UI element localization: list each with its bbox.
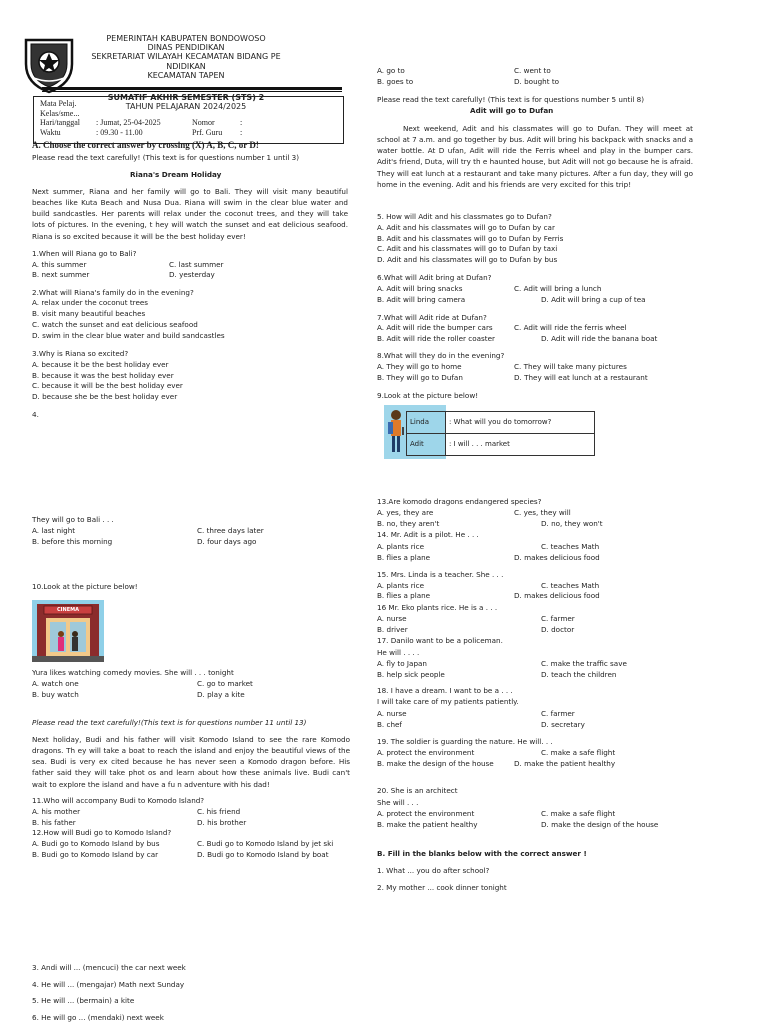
option-d: D. Adit and his classmates will go to Dufan by bus xyxy=(377,255,558,264)
question-12: 12.How will Budi go to Komodo Island? xyxy=(32,828,172,837)
option-c: C. farmer xyxy=(541,709,575,718)
table-row xyxy=(38,118,244,128)
info-value xyxy=(94,99,190,109)
info-label: Waktu xyxy=(40,127,61,137)
option-c: C. make a safe flight xyxy=(541,748,616,757)
question-4: 4. xyxy=(32,410,39,419)
info-value: : 09.30 - 11.00 xyxy=(96,127,143,137)
question-7: 7.What will Adit ride at Dufan? xyxy=(377,313,487,322)
option-b: B. goes to xyxy=(377,77,414,86)
option-a: A. plants rice xyxy=(377,542,425,551)
question-10-stem: Yura likes watching comedy movies. She will . . . tonight xyxy=(32,668,234,677)
question-14: 14. Mr. Adit is a pilot. He . . . xyxy=(377,530,479,539)
question-17-stem: He will . . . . xyxy=(377,648,420,657)
cinema-sign: CINEMA xyxy=(57,607,79,613)
option-b: B. because it was the best holiday ever xyxy=(32,371,174,380)
exam-info-table xyxy=(38,99,244,137)
letterhead-dept: DINAS PENDIDIKAN xyxy=(147,43,225,53)
option-c: C. Adit will bring a lunch xyxy=(514,284,602,293)
option-a: A. Adit will bring snacks xyxy=(377,284,463,293)
option-a: A. nurse xyxy=(377,614,407,623)
option-c: C. his friend xyxy=(197,807,241,816)
question-4-stem: They will go to Bali . . . xyxy=(32,515,114,524)
question-16: 16 Mr. Eko plants rice. He is a . . . xyxy=(377,603,498,612)
option-a: A. Budi go to Komodo Island by bus xyxy=(32,839,160,848)
option-d: D. makes delicious food xyxy=(514,591,600,600)
option-b: B. They will go to Dufan xyxy=(377,373,463,382)
question-6: 6.What will Adit bring at Dufan? xyxy=(377,273,492,282)
dialogue-line: : I will . . . market xyxy=(446,434,595,456)
option-a: A. watch one xyxy=(32,679,79,688)
option-c: C. last summer xyxy=(169,260,224,269)
option-c: C. went to xyxy=(514,66,551,75)
letterhead-office: SEKRETARIAT WILAYAH KECAMATAN BIDANG PE xyxy=(91,52,281,62)
option-b: B. buy watch xyxy=(32,690,79,699)
option-d: D. play a kite xyxy=(197,690,245,699)
section-a-heading: A. Choose the correct answer by crossing (X) A, B, C, or D! xyxy=(32,140,259,150)
option-d: D. teach the children xyxy=(541,670,617,679)
letterhead xyxy=(82,34,290,80)
option-a: A. fly to Japan xyxy=(377,659,427,668)
option-a: A. protect the environment xyxy=(377,748,475,757)
option-b: B. flies a plane xyxy=(377,591,431,600)
story-1-title: Riana's Dream Holiday xyxy=(130,170,222,179)
option-c: C. make a safe flight xyxy=(541,809,616,818)
option-d: D. doctor xyxy=(541,625,575,634)
letterhead-gov: PEMERINTAH KABUPATEN BONDOWOSO xyxy=(106,34,266,43)
info-label: Nomor xyxy=(192,118,215,128)
cinema-illustration xyxy=(32,600,104,662)
option-a: A. his mother xyxy=(32,807,81,816)
option-b: B. flies a plane xyxy=(377,553,431,562)
option-b: B. Adit and his classmates will go to Dufan by Ferris xyxy=(377,234,564,243)
exam-info-box xyxy=(33,96,344,144)
option-c: C. yes, they will xyxy=(514,508,571,517)
question-17: 17. Danilo want to be a policeman. xyxy=(377,636,503,645)
question-1: 1.When will Riana go to Bali? xyxy=(32,249,137,258)
option-b: B. his father xyxy=(32,818,76,827)
letterhead-office-2: NDIDIKAN xyxy=(166,61,206,71)
option-b: B. driver xyxy=(377,625,408,634)
question-18: 18. I have a dream. I want to be a . . . xyxy=(377,686,513,695)
question-11: 11.Who will accompany Budi to Komodo Island? xyxy=(32,796,205,805)
info-value: : xyxy=(240,118,243,128)
dialogue-table xyxy=(406,411,595,456)
option-d: D. swim in the clear blue water and build sandcastles xyxy=(32,331,225,340)
option-a: A. plants rice xyxy=(377,581,425,590)
instruction-3: Please read the text carefully!(This text is for questions number 11 until 13) xyxy=(32,718,307,727)
fill-item-4: 4. He will ... (mengajar) Math next Sunday xyxy=(32,980,185,989)
fill-item-6: 6. He will go ... (mendaki) next week xyxy=(32,1013,164,1022)
info-value xyxy=(94,109,190,119)
info-label: Kelas/sme... xyxy=(40,108,80,118)
option-d: D. because she be the best holiday ever xyxy=(32,392,178,401)
option-a: A. go to xyxy=(377,66,405,75)
story-1-text: Next summer, Riana and her family will go to Bali. They will visit many beautiful beaches like Kuta Beach and Nusa Dua. Riana will swim in the clear blue water and build sandcastles. Her parents will relax under the coconut trees, and they will take lots of pictures. In the evening, t hey will watch the sunset and eat delicious seafood. Riana is so excited because it will be the best holiday ever! xyxy=(32,187,348,241)
info-label xyxy=(190,99,238,109)
option-d: D. make the design of the house xyxy=(541,820,659,829)
info-value: : xyxy=(240,127,243,137)
option-b: B. Adit will ride the roller coaster xyxy=(377,334,495,343)
option-b: B. no, they aren't xyxy=(377,519,440,528)
story-2-title: Adit will go to Dufan xyxy=(470,106,554,115)
option-c: C. Adit will ride the ferris wheel xyxy=(514,323,627,332)
option-d: D. Adit will bring a cup of tea xyxy=(541,295,646,304)
option-a: A. They will go to home xyxy=(377,362,462,371)
story-3-text: Next holiday, Budi and his father will visit Komodo Island to see the rare Komodo dragons. Th ey will take a boat to reach the island and enjoy the beautiful views of the sea. Budi is very ex cited because he has never seen a Komodo dragon before. His father said they will take phot os and learn about how these animals live. Budi can't wait to explore the island and have a fu n adventure with his dad! xyxy=(32,735,350,789)
question-20: 20. She is an architect xyxy=(377,786,458,795)
option-a: A. Adit will ride the bumper cars xyxy=(377,323,493,332)
dialogue-line: : What will you do tomorrow? xyxy=(446,412,595,434)
table-row xyxy=(38,109,244,119)
option-c: C. go to market xyxy=(197,679,253,688)
option-a: A. protect the environment xyxy=(377,809,475,818)
option-c: C. watch the sunset and eat delicious seafood xyxy=(32,320,198,329)
option-d: D. four days ago xyxy=(197,537,257,546)
info-label: Prf. Guru xyxy=(192,127,223,137)
option-c: C. Budi go to Komodo Island by jet ski xyxy=(197,839,334,848)
option-a: A. this summer xyxy=(32,260,87,269)
option-b: B. visit many beautiful beaches xyxy=(32,309,146,318)
school-logo xyxy=(22,34,76,94)
letterhead-district: KECAMATAN TAPEN xyxy=(147,70,225,80)
table-row xyxy=(407,412,595,434)
option-d: D. no, they won't xyxy=(541,519,603,528)
option-d: D. makes delicious food xyxy=(514,553,600,562)
option-a: A. because it be the best holiday ever xyxy=(32,360,169,369)
option-c: C. teaches Math xyxy=(541,542,600,551)
speaker-name: Linda xyxy=(407,412,446,434)
option-b: B. before this morning xyxy=(32,537,113,546)
option-d: D. bought to xyxy=(514,77,560,86)
story-2-text: Next weekend, Adit and his classmates will go to Dufan. They will meet at school at 7 a.m. and go together by bus. Adit will bring his backpack with snacks and a water bottle. At D ufan, Adit will ride the Ferris wheel and play in the bumper cars. Adit's friend, Duta, will try th e haunted house, but Adit will not go because he is afraid. They will eat lunch at a restaurant and take many pictures. After a fun day, they will go home in the evening. Adit and his friends are very excited for this trip! xyxy=(377,124,693,189)
fill-item-3: 3. Andi will ... (mencuci) the car next week xyxy=(32,963,186,972)
option-c: C. make the traffic save xyxy=(541,659,627,668)
section-b-heading: B. Fill in the blanks below with the correct answer ! xyxy=(377,849,587,858)
question-19: 19. The soldier is guarding the nature. He will. . . xyxy=(377,737,553,746)
exam-title: SUMATIF AKHIR SEMESTER (STS) 2 xyxy=(107,93,265,102)
option-b: B. Budi go to Komodo Island by car xyxy=(32,850,159,859)
fill-item-5: 5. He will ... (bermain) a kite xyxy=(32,996,135,1005)
option-d: D. yesterday xyxy=(169,270,215,279)
option-b: B. Adit will bring camera xyxy=(377,295,466,304)
option-d: D. Adit will ride the banana boat xyxy=(541,334,658,343)
question-9: 9.Look at the picture below! xyxy=(377,391,479,400)
question-15: 15. Mrs. Linda is a teacher. She . . . xyxy=(377,570,504,579)
speaker-name: Adit xyxy=(407,434,446,456)
option-a: A. relax under the coconut trees xyxy=(32,298,149,307)
info-value xyxy=(238,99,244,109)
academic-year: TAHUN PELAJARAN 2024/2025 xyxy=(125,102,247,111)
option-c: C. teaches Math xyxy=(541,581,600,590)
info-value xyxy=(238,109,244,119)
question-8: 8.What will they do in the evening? xyxy=(377,351,505,360)
table-row xyxy=(38,128,244,138)
instruction-2: Please read the text carefully! (This text is for questions number 5 until 8) xyxy=(377,95,645,104)
option-a: A. yes, they are xyxy=(377,508,434,517)
question-10: 10.Look at the picture below! xyxy=(32,582,138,591)
option-c: C. They will take many pictures xyxy=(514,362,627,371)
option-b: B. make the design of the house xyxy=(377,759,494,768)
option-c: C. three days later xyxy=(197,526,264,535)
option-c: C. Adit and his classmates will go to Dufan by taxi xyxy=(377,244,558,253)
info-value: : Jumat, 25-04-2025 xyxy=(96,118,161,128)
info-label: Hari/tanggal xyxy=(40,118,80,128)
info-label: Mata Pelaj. xyxy=(40,99,77,108)
question-5: 5. How will Adit and his classmates go to Dufan? xyxy=(377,212,552,221)
option-d: D. Budi go to Komodo Island by boat xyxy=(197,850,329,859)
option-a: A. nurse xyxy=(377,709,407,718)
option-b: B. chef xyxy=(377,720,402,729)
question-13: 13.Are komodo dragons endangered species? xyxy=(377,497,542,506)
option-b: B. help sick people xyxy=(377,670,445,679)
option-a: A. Adit and his classmates will go to Dufan by car xyxy=(377,223,555,232)
table-row xyxy=(38,99,244,109)
option-b: B. make the patient healthy xyxy=(377,820,478,829)
question-18-stem: I will take care of my patients patiently. xyxy=(377,697,519,706)
option-a: A. last night xyxy=(32,526,76,535)
table-row xyxy=(407,434,595,456)
question-20-stem: She will . . . xyxy=(377,798,419,807)
question-3: 3.Why is Riana so excited? xyxy=(32,349,129,358)
letterhead-rule xyxy=(42,87,342,92)
option-c: C. because it will be the best holiday ever xyxy=(32,381,183,390)
fill-item-1: 1. What ... you do after school? xyxy=(377,866,490,875)
option-d: D. They will eat lunch at a restaurant xyxy=(514,373,648,382)
info-label xyxy=(190,109,238,119)
option-d: D. make the patient healthy xyxy=(514,759,616,768)
option-d: D. secretary xyxy=(541,720,585,729)
question-2: 2.What will Riana's family do in the evening? xyxy=(32,288,194,297)
instruction-1: Please read the text carefully! (This text is for questions number 1 until 3) xyxy=(32,153,300,162)
option-d: D. his brother xyxy=(197,818,247,827)
fill-item-2: 2. My mother ... cook dinner tonight xyxy=(377,883,507,892)
option-b: B. next summer xyxy=(32,270,90,279)
option-c: C. farmer xyxy=(541,614,575,623)
